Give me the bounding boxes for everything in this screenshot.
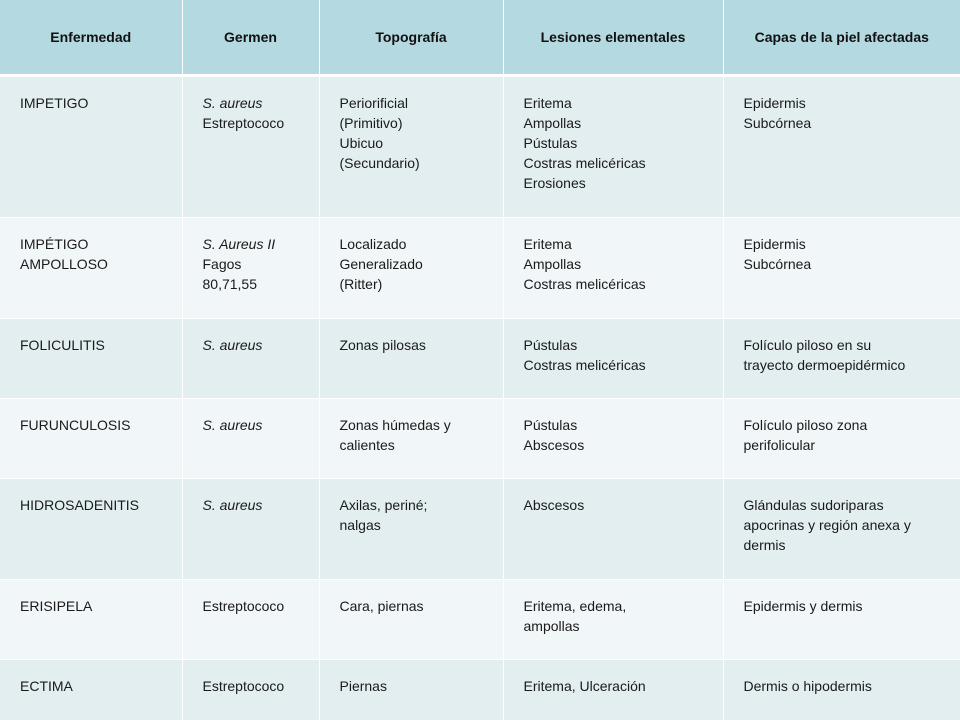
table-row (0, 76, 960, 218)
header-topography: Topografía (319, 0, 503, 76)
cell-disease: IMPETIGO (0, 76, 182, 218)
table-row (0, 399, 960, 479)
cell-topography: Zonas pilosas (319, 319, 503, 399)
cell-skin-layers: Glándulas sudoriparas apocrinas y región anexa y dermis (723, 479, 960, 580)
cell-disease: IMPÉTIGO AMPOLLOSO (0, 218, 182, 319)
cell-lesions: Pústulas Costras melicéricas (503, 319, 723, 399)
cell-skin-layers: Dermis o hipodermis (723, 660, 960, 720)
cell-skin-layers: Folículo piloso en su trayecto dermoepidérmico (723, 319, 960, 399)
cell-disease: HIDROSADENITIS (0, 479, 182, 580)
cell-skin-layers: Epidermis Subcórnea (723, 218, 960, 319)
header-skin-layers: Capas de la piel afectadas (723, 0, 960, 76)
cell-germ: S. aureus (182, 319, 319, 399)
cell-germ: Estreptococo (182, 580, 319, 660)
header-lesions: Lesiones elementales (503, 0, 723, 76)
cell-disease: ECTIMA (0, 660, 182, 720)
cell-disease: ERISIPELA (0, 580, 182, 660)
table-row (0, 580, 960, 660)
cell-lesions: Eritema Ampollas Costras melicéricas (503, 218, 723, 319)
cell-disease: FURUNCULOSIS (0, 399, 182, 479)
cell-topography: Axilas, periné; nalgas (319, 479, 503, 580)
cell-germ: Estreptococo (182, 660, 319, 720)
cell-skin-layers: Epidermis Subcórnea (723, 76, 960, 218)
cell-lesions: Pústulas Abscesos (503, 399, 723, 479)
cell-skin-layers: Epidermis y dermis (723, 580, 960, 660)
cell-lesions: Eritema, edema, ampollas (503, 580, 723, 660)
table-row (0, 218, 960, 319)
table-row (0, 479, 960, 580)
cell-germ: S. Aureus II Fagos 80,71,55 (182, 218, 319, 319)
cell-germ: S. aureus (182, 399, 319, 479)
cell-lesions: Eritema, Ulceración (503, 660, 723, 720)
header-disease: Enfermedad (0, 0, 182, 76)
cell-topography: Periorificial (Primitivo) Ubicuo (Secundario) (319, 76, 503, 218)
cell-skin-layers: Folículo piloso zona perifolicular (723, 399, 960, 479)
cell-lesions: Abscesos (503, 479, 723, 580)
cell-germ: S. aureus (182, 479, 319, 580)
cell-topography: Cara, piernas (319, 580, 503, 660)
header-germ: Germen (182, 0, 319, 76)
cell-topography: Piernas (319, 660, 503, 720)
cell-disease: FOLICULITIS (0, 319, 182, 399)
cell-lesions: Eritema Ampollas Pústulas Costras melicéricas Erosiones (503, 76, 723, 218)
cell-topography: Localizado Generalizado (Ritter) (319, 218, 503, 319)
cell-germ: S. aureus Estreptococo (182, 76, 319, 218)
header-row (0, 0, 960, 76)
cell-topography: Zonas húmedas y calientes (319, 399, 503, 479)
table-row (0, 319, 960, 399)
table-row (0, 660, 960, 720)
